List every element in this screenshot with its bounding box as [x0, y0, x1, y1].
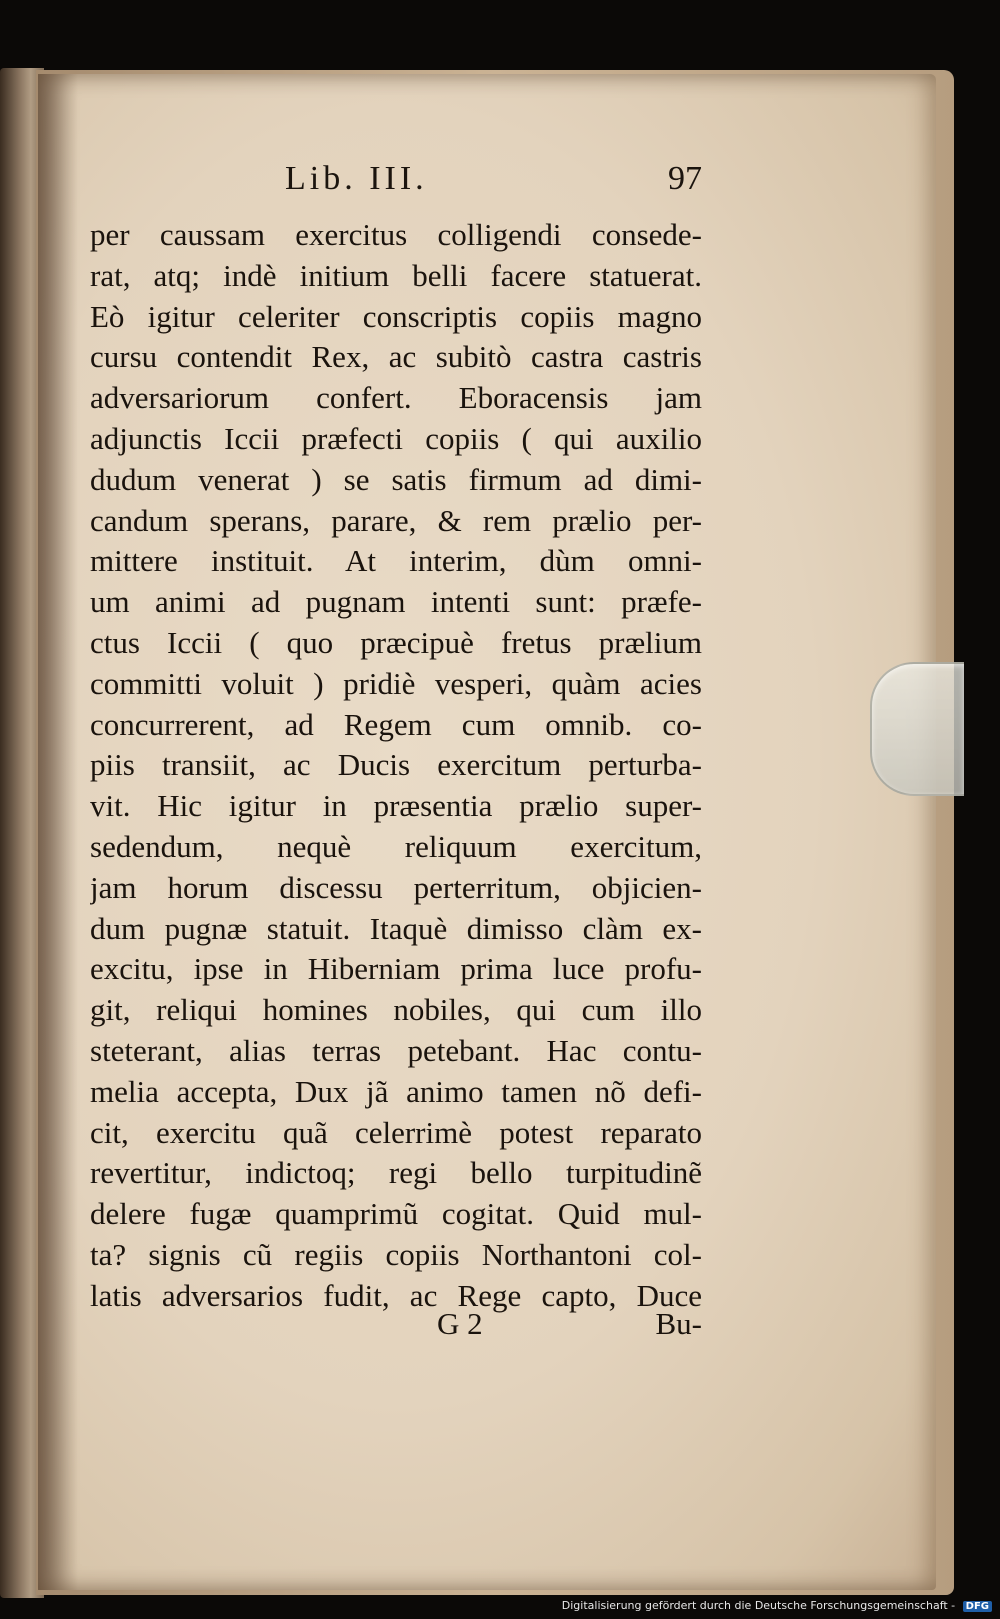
running-head-title: Lib. III. — [285, 160, 428, 197]
dfg-logo: DFG — [963, 1601, 992, 1612]
text-line: mittere instituit. At interim, dùm omni- — [90, 543, 702, 579]
text-line: candum sperans, parare, & rem prælio per- — [90, 502, 702, 538]
text-line: sedendum, nequè reliquum exercitum, — [90, 828, 702, 864]
text-line: delere fugæ quamprimũ cogitat. Quid mul- — [90, 1196, 702, 1232]
text-line: jam horum discessu perterritum, objicien- — [90, 869, 702, 905]
text-line: concurrerent, ad Regem cum omnib. co- — [90, 706, 702, 742]
text-line: git, reliqui homines nobiles, qui cum illo — [90, 992, 702, 1028]
text-line: ctus Iccii ( quo præcipuè fretus prælium — [90, 624, 702, 660]
text-line: cit, exercitu quã celerrimè potest reparato — [90, 1114, 702, 1150]
text-line: cursu contendit Rex, ac subitò castra castris — [90, 339, 702, 375]
digitization-credit — [562, 1599, 992, 1615]
text-line: ta? signis cũ regiis copiis Northantoni col- — [90, 1236, 702, 1272]
text-line: dum pugnæ statuit. Itaquè dimisso clàm ex- — [90, 910, 702, 946]
text-line: latis adversarios fudit, ac Rege capto, Duce — [90, 1277, 702, 1313]
page-footer — [90, 1306, 702, 1348]
text-line: Eò igitur celeriter conscriptis copiis magno — [90, 298, 702, 334]
page-number: 97 — [668, 160, 702, 197]
page-gutter-shadow — [38, 74, 78, 1590]
credit-text: Digitalisierung gefördert durch die Deutsche Forschungsgemeinschaft - — [561, 1599, 956, 1612]
text-line: per caussam exercitus colligendi consede- — [90, 217, 702, 252]
text-line: adjunctis Iccii præfecti copiis ( qui auxilio — [90, 420, 702, 456]
text-line: revertitur, indictoq; regi bello turpitudinẽ — [90, 1155, 702, 1191]
text-line: vit. Hic igitur in præsentia prælio super- — [90, 788, 702, 824]
text-line: piis transiit, ac Ducis exercitum perturba- — [90, 747, 702, 783]
text-line: dudum venerat ) se satis firmum ad dimi- — [90, 461, 702, 497]
text-line: committi voluit ) pridiè vesperi, quàm acies — [90, 665, 702, 701]
text-line: melia accepta, Dux jã animo tamen nõ defi- — [90, 1073, 702, 1109]
text-line: excitu, ipse in Hiberniam prima luce profu- — [90, 951, 702, 987]
text-line: rat, atq; indè initium belli facere statuerat. — [90, 257, 702, 293]
text-line: um animi ad pugnam intenti sunt: præfe- — [90, 584, 702, 620]
signature-mark: G 2 — [437, 1306, 483, 1341]
running-head — [90, 160, 702, 210]
body-text — [90, 215, 702, 1317]
text-line: adversariorum confert. Eboracensis jam — [90, 380, 702, 416]
text-line: steterant, alias terras petebant. Hac contu- — [90, 1032, 702, 1068]
page-clip — [870, 662, 964, 796]
catchword: Bu- — [655, 1306, 702, 1341]
